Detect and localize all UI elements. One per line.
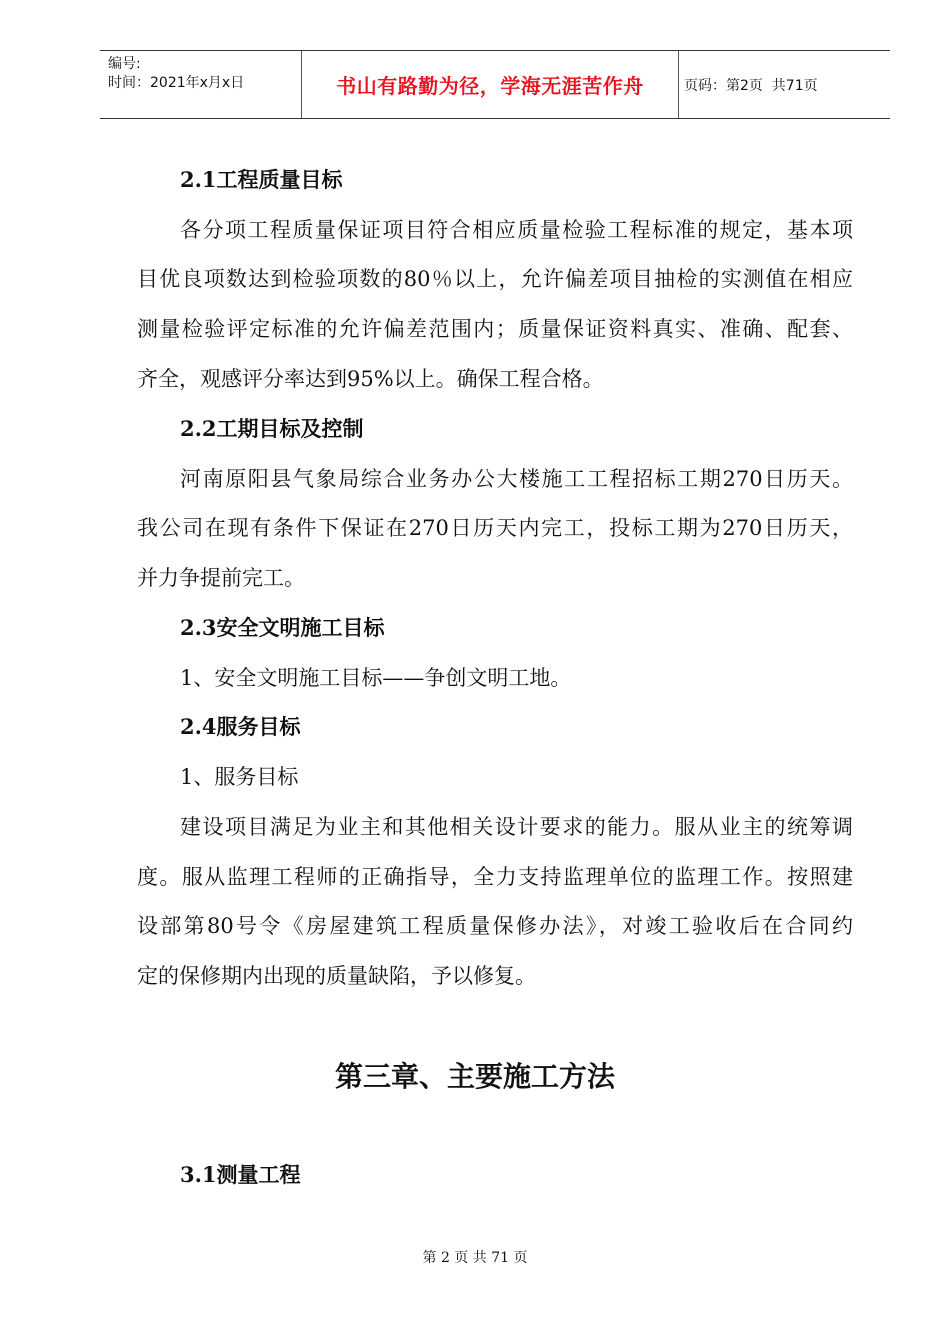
paragraph-line: 度。服从监理工程师的正确指导，全力支持监理单位的监理工作。按照建 [137, 865, 853, 889]
section-heading-2-2: 2.2工期目标及控制 [180, 416, 364, 441]
header-divider [301, 51, 302, 118]
paragraph-line: 建设项目满足为业主和其他相关设计要求的能力。服从业主的统筹调 [180, 815, 853, 839]
paragraph-line: 1、服务目标 [180, 765, 299, 789]
section-heading-2-1: 2.1工程质量目标 [180, 167, 343, 192]
paragraph-line: 定的保修期内出现的质量缺陷，予以修复。 [137, 964, 536, 988]
paragraph-line: 并力争提前完工。 [137, 566, 305, 590]
header-page-label: 页码：第2页 共71页 [684, 77, 818, 94]
paragraph-line: 测量检验评定标准的允许偏差范围内；质量保证资料真实、准确、配套、 [137, 317, 853, 341]
paragraph-line: 1、安全文明施工目标——争创文明工地。 [180, 666, 572, 690]
document-number-label: 编号: [108, 56, 141, 72]
section-heading-2-3: 2.3安全文明施工目标 [180, 615, 385, 640]
paragraph-line: 我公司在现有条件下保证在270日历天内完工，投标工期为270日历天， [137, 516, 853, 540]
section-heading-2-4: 2.4服务目标 [180, 714, 301, 739]
document-time-label: 时间：2021年x月x日 [108, 75, 245, 91]
paragraph-line: 目优良项数达到检验项数的80％以上，允许偏差项目抽检的实测值在相应 [137, 267, 853, 291]
paragraph-line: 设部第80号令《房屋建筑工程质量保修办法》，对竣工验收后在合同约 [137, 914, 853, 938]
header-page-number [684, 51, 884, 118]
paragraph-line: 河南原阳县气象局综合业务办公大楼施工工程招标工期270日历天。 [180, 467, 853, 491]
header-divider [678, 51, 679, 118]
page-footer: 第 2 页 共 71 页 [422, 1250, 528, 1266]
header-motto: 书山有路勤为径，学海无涯苦作舟 [336, 74, 644, 98]
paragraph-line: 齐全，观感评分率达到95%以上。确保工程合格。 [137, 367, 604, 391]
header-meta [108, 55, 244, 93]
chapter-title: 第三章、主要施工方法 [334, 1060, 615, 1093]
section-heading-3-1: 3.1测量工程 [180, 1162, 301, 1187]
page-header [100, 50, 890, 119]
paragraph-line: 各分项工程质量保证项目符合相应质量检验工程标准的规定，基本项 [180, 218, 853, 242]
